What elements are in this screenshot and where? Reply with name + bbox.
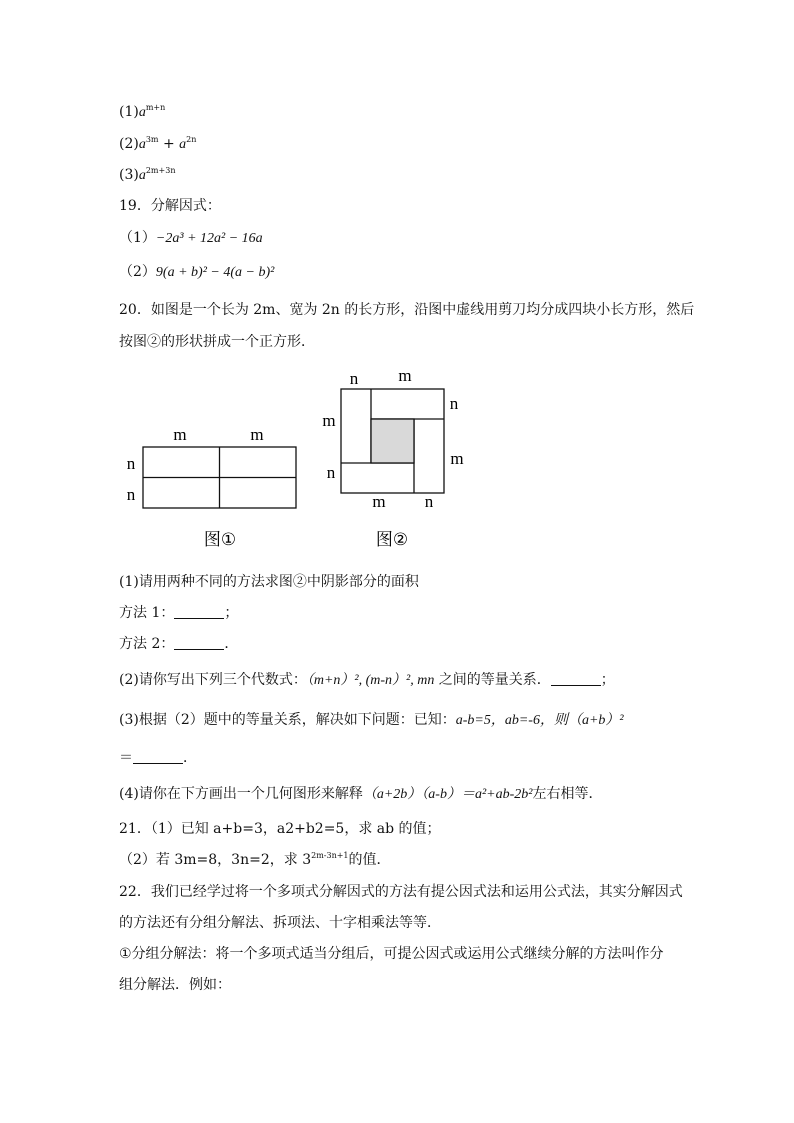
figure-2-label-bottom-m: m (372, 492, 386, 511)
figure-2-label-top-m: m (398, 366, 412, 385)
figure-2-label-top-n: n (349, 369, 359, 388)
q20-method2: 方法 2： ． (119, 636, 239, 652)
figure-2-label-bottom-n: n (424, 492, 434, 511)
circled-number-1: ① (119, 946, 132, 962)
figure-2-label-left-m: m (322, 411, 336, 430)
sub2-answer-blank[interactable] (551, 671, 601, 686)
q22-line4: 组分解法．例如： (119, 977, 231, 993)
method2-answer-blank[interactable] (174, 635, 224, 650)
figure-1-label-left-n1: n (126, 454, 136, 473)
q22-line3: ①分组分解法：将一个多项式适当分组后，可提公因式或运用公式继续分解的方法叫作分 (119, 946, 664, 962)
figure-1-caption: 图① (203, 530, 237, 550)
q18-part3: $(3)a^{2m+3n}$ (119, 166, 176, 183)
q19-part1: （1）−2a³ + 12a² − 16a (119, 230, 263, 246)
q20-sub1: (1)请用两种不同的方法求图②中阴影部分的面积 (119, 574, 419, 590)
figure-1-label-top-m1: m (173, 425, 187, 444)
q20-sub4: (4)请你在下方画出一个几何图形来解释（a+2b）（a-b）＝a²+ab-2b²左右相等． (119, 786, 603, 802)
q21-part2: （2）若 3m=8，3n=2，求 $3^{2m-3n+1}$的值． (119, 851, 391, 868)
q22-line1: 22．我们已经学过将一个多项式分解因式的方法有提公因式法和运用公式法，其实分解因式 (119, 884, 683, 900)
q18-part2: $(2)a^{3m} + a^{2n}$ (119, 135, 197, 152)
q20-text-line2: 按图②的形状拼成一个正方形． (119, 334, 315, 350)
sub3-answer-blank[interactable] (133, 749, 183, 764)
q19-heading: 19．分解因式： (119, 198, 221, 214)
q18-part1: $(1)a^{m+n}$ (119, 103, 166, 120)
q22-line2: 的方法还有分组分解法、拆项法、十字相乘法等等． (119, 915, 441, 931)
figure-2-label-right-m: m (450, 449, 464, 468)
q20-sub2: (2)请你写出下列三个代数式：（m+n）², (m-n）², mn 之间的等量关系． ； (119, 672, 615, 688)
q20-text-line1: 20．如图是一个长为 2m、宽为 2n 的长方形，沿图中虚线用剪刀均分成四块小长方形，然后 (119, 302, 695, 318)
q19-part2: （2）9(a + b)² − 4(a − b)² (119, 264, 275, 280)
figure-2-label-left-n: n (326, 463, 336, 482)
figure-2-label-right-n: n (449, 394, 459, 413)
q20-sub3: (3)根据（2）题中的等量关系，解决如下问题：已知：a-b=5，ab=-6，则（a+b）² (119, 712, 624, 728)
q21-part1: 21．（1）已知 a+b=3，a2+b2=5，求 ab 的值； (119, 821, 441, 837)
method1-answer-blank[interactable] (174, 604, 224, 619)
figure-2-shaded-square (371, 419, 414, 463)
figure-2 (322, 366, 463, 550)
figure-1-label-left-n2: n (126, 485, 136, 504)
q20-sub3-answer: ＝ ． (119, 750, 197, 766)
figure-2-caption: 图② (375, 530, 409, 550)
q20-method1: 方法 1： ； (119, 605, 239, 621)
figure-1 (127, 425, 296, 550)
figure-1-label-top-m2: m (250, 425, 264, 444)
